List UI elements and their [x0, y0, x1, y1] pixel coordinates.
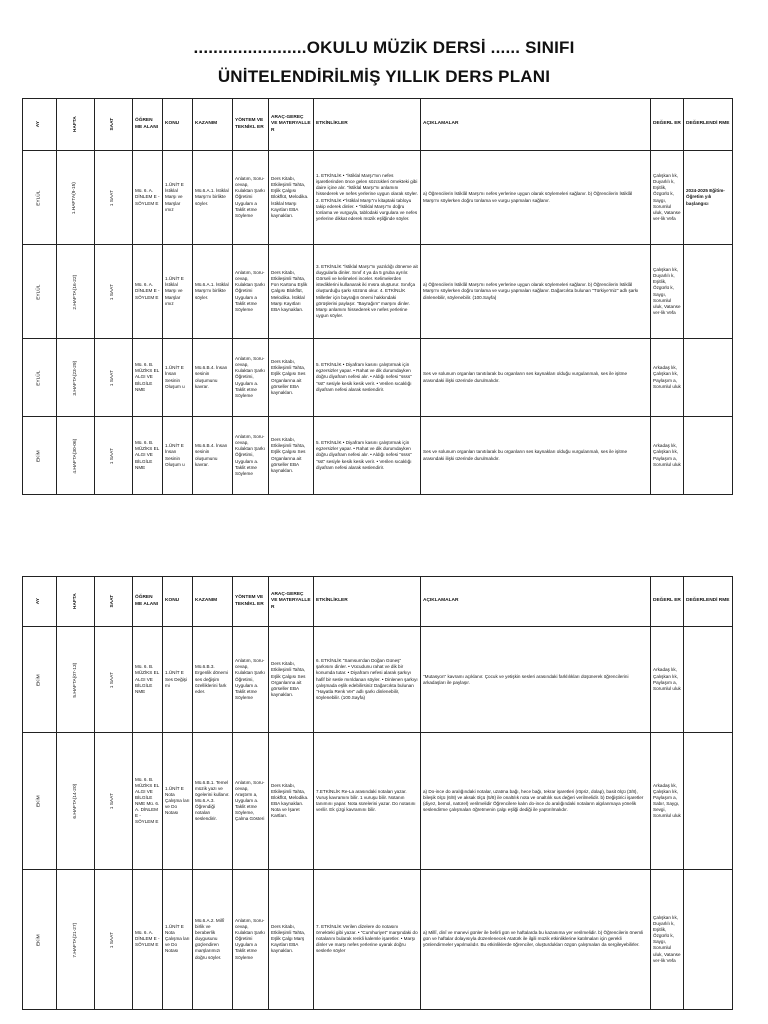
cell-yontem: Anlatım, Soru-cevap, Kulaktan Şarkı Öğretimi, Uygulam a. Taklit etme Söyleme [233, 417, 269, 495]
cell-saat: 1 SAAT [95, 869, 133, 1009]
cell-konu: 1.ÜNİT E Nota Çalışma ları ve Do Notası [163, 733, 193, 869]
table-row [23, 869, 733, 1009]
header-ogrenme-alani: ÖĞREN ME ALANI [133, 99, 163, 151]
header-hafta: HAFTA [57, 99, 95, 151]
cell-ogrenme-alani: Mü. 6. B. MÜZİKS EL ALGI VE BİLGİLE NME [133, 339, 163, 417]
cell-hafta: 6.HAFTA(14-20) [57, 733, 95, 869]
cell-ogrenme-alani: Mü. 6. A. DİNLEM E - SÖYLEM E [133, 869, 163, 1009]
cell-arac-gerec: Ders Kitabı, Etkileşimli Tahta, Eşlik Çalgısı Ses Organlarına ait görseller EBA kaynakları. [269, 627, 314, 733]
cell-arac-gerec: Ders Kitabı, Etkileşimli Tahta, Eşlik Çalgısı Ses Organlarına ait görseller EBA kaynakları. [269, 339, 314, 417]
cell-kazanim: Mü.6.B.1. Temel müzik yazı ve ögelerini kullanır. Mü.6.A.3. Öğrendiği notaları seslendirir. [193, 733, 233, 869]
document-subtitle: ÜNİTELENDİRİLMİŞ YILLIK DERS PLANI [217, 67, 551, 86]
table-row [23, 339, 733, 417]
cell-arac-gerec: Ders Kitabı, Etkileşimli Tahta, Eşlik Çalgısı Ses Organlarına ait görseller EBA kaynakları. [269, 417, 314, 495]
cell-konu: 1.ÜNİT E Nota Çalışma ları ve Do Notası [163, 869, 193, 1009]
cell-yontem: Anlatım, Soru-cevap, Kulaktan Şarkı Öğretimi Uygulam a Taklit etme Söyleme [233, 151, 269, 245]
table-row [23, 245, 733, 339]
cell-saat: 1 SAAT [95, 733, 133, 869]
cell-degerler: Arkadaş lık, Çalışkan lık, Paylaşım a, Sorumlul uluk [651, 339, 684, 417]
cell-ay: EYLÜL [23, 339, 57, 417]
header-degerlendirme: DEĞERLENDİ RME [684, 577, 733, 627]
cell-degerler: Arkadaş lık, Çalışkan lık, Paylaşım a, Sorumlul uluk [651, 417, 684, 495]
yearly-plan-table-2 [22, 576, 733, 1010]
cell-ogrenme-alani: Mü. 6. A. DİNLEM E - SÖYLEM E [133, 245, 163, 339]
cell-aciklamalar: a) Millî, dinî ve manevi günler ile belirli gün ve haftalarda bu kazanıma yer verilmelidir. b) Öğrencilerin önemli gün ve haftalar dolayısıyla düzenlenecek Atatürk ile ilgili müzik etkinliklerine katılmaları için gerekli yönlendirmeler yapılmalıdır. Bu etkinliklerde öğrenciler, oluşturdukları özgün çalışmaları da sergileyebilirler. [421, 869, 651, 1009]
cell-arac-gerec: Ders Kitabı, Etkileşimli Tahta, Eşlik Çalgı Marş Kayıtları EBA kaynakları. [269, 869, 314, 1009]
cell-hafta: 1.HAFTA(9-15) [57, 151, 95, 245]
header-konu: KONU [163, 577, 193, 627]
cell-kazanim: Mü.6.A.2. Millî birlik ve beraberlik duygusunu güçlendiren marşlarımızı doğru söyler. [193, 869, 233, 1009]
header-arac-gerec: ARAÇ-GEREÇ VE MATERYALLE R [269, 99, 314, 151]
cell-saat: 1 SAAT [95, 627, 133, 733]
header-degerlendirme: DEĞERLENDİ RME [684, 99, 733, 151]
header-yontem: YÖNTEM VE TEKNİKL ER [233, 99, 269, 151]
cell-ogrenme-alani: Mü. 6. B. MÜZİKS EL ALGI VE BİLGİLE NME [133, 417, 163, 495]
header-kazanim: KAZANIM [193, 99, 233, 151]
cell-etkinlikler: 5. ETKİNLİK • Diyafram kasını çalıştırmak için egzersizler yapar. • Rahat ve dik durumdayken doğru diyafram nefesi alır. • Aldığı nefesi "ssss" "sst" sesiyle kesik kesik verir. • Verilen sıcaklığı diyafram nefesi alarak seslendirir. [314, 339, 421, 417]
cell-hafta: 2.HAFTA(16-22) [57, 245, 95, 339]
cell-konu: 1.ÜNİT E İstiklal Marşı ve Marşlar ımız [163, 245, 193, 339]
header-degerler: DEĞERL ER [651, 577, 684, 627]
cell-hafta: 3.HAFTA(23-29) [57, 339, 95, 417]
cell-etkinlikler: 1. ETKİNLİK • "İstiklal Marşı"nın nefes işaretlerinden önce gelen sözcükleri örnekteki gibi daire içine alır. "İstiklal Marşı"nı anlamını hissederek ve nefes yerlerine uygun olarak söyler. 2. ETKİNLİK •"İstiklal Marşı"nı kitaptaki tabloyu takip ederek dinler. • "İstiklal Marşı"nı doğru tonlama ve vurguyla, tablodaki vurgulara ve nefes yerlerine dikkat ederek müzik eşliğinde söyler. [314, 151, 421, 245]
cell-konu: 1.ÜNİT E Ses Değişi mi [163, 627, 193, 733]
cell-etkinlikler: 3. ETKİNLİK "İstiklal Marşı"nı yazıldığı döneme ait duygularla dinler. Sınıf 4 ya da 5 gruba ayrılır. Görseli ve kelimeleri inceler. Kelimelerden istediklerini kullanarak iki mısra oluşturur. Sınıfça oluşturduğu şarkı sözünü okur. 4. ETKİNLİK Milletler için bayrağın önemi hakkındaki görüşlerini paylaşır. "Bayrağım" marşını dinler. Marşı anlamını hissederek ve nefes yerlerine uygun söyler. [314, 245, 421, 339]
cell-etkinlikler: 5. ETKİNLİK • Diyafram kasını çalıştırmak için egzersizler yapar. • Rahat ve dik durumdayken doğru diyafram nefesi alır. • Aldığı nefesi "ssss" "sst" sesiyle kesik kesik verir. • Verilen sıcaklığı diyafram nefesi alarak seslendirir. [314, 417, 421, 495]
cell-ay: EYLÜL [23, 245, 57, 339]
cell-ay: EKİM [23, 627, 57, 733]
header-etkinlikler: ETKİNLİKLER [314, 577, 421, 627]
cell-degerlendirme [684, 627, 733, 733]
cell-ay: EYLÜL [23, 151, 57, 245]
cell-yontem: Anlatım, Soru-cevap, Kulaktan Şarkı Öğretimi Uygulam a Taklit etme Söyleme [233, 245, 269, 339]
cell-aciklamalar: a) Do-ince do aralığındaki notalar, uzatma bağı, hece bağı, tekrar işaretleri (röpriz, dolap), basit ölçü (3/8), bileşik ölçü (6/8) ve aksak ölçü (5/8) ile onaltılık nota ve onaltılık sus değeri verilmelidir. b) Değiştirici işaretler (diyez, bemol, natürel) verilmelidir Öğrencilere kalın do-ince do aralığındaki notaların algılanmaya yönelik seslendirme çalışmaları öğretmenin çalgı eşliği dediği ile yaptırılmalıdır. [421, 733, 651, 869]
header-arac-gerec: ARAÇ-GEREÇ VE MATERYALLE R [269, 577, 314, 627]
table-row [23, 627, 733, 733]
cell-aciklamalar: "Mutasyon" kavramı açıklanır. Çocuk ve yetişkin sesleri arasındaki farklılıkları düşünerek öğrencilerini arkadaşları ile paylaşır. [421, 627, 651, 733]
cell-aciklamalar: Ses ve solunum organları tanıtılarak bu organların ses kaynakları olduğu vurgulanmalı, ses ile işitme arasındaki ilişki üzerinde durulmalıdır. [421, 339, 651, 417]
cell-etkinlikler: 6. ETKİNLİK "Samsun'dan Doğan Güneş" şarkısını dinler. • Vücudunu rahat ve dik bir konumda tutar. • Diyafram nefesi alarak şarkıyı hafif bir sesle mırıldanan söyler. • Dinlenen şarkıyı çalışmada eşlik edebilirsiniz Dağarcıkta bulunan "Hayatla Renk Ver" adlı şarkı dinlenebilir, söylenebilir. (100.Sayfa) [314, 627, 421, 733]
cell-arac-gerec: Ders Kitabı, Etkileşimli Tahta, Eşlik Çalgısı Blokflüt, Melodika. İstiklal Marşı Kayıtları EBA kaynakları. [269, 151, 314, 245]
header-hafta: HAFTA [57, 577, 95, 627]
table-header-row [23, 577, 733, 627]
cell-saat: 1 SAAT [95, 245, 133, 339]
cell-aciklamalar: a) Öğrencilerin İstiklâl Marşı'nı nefes yerlerine uygun olarak söylemeleri sağlanır. b) Öğrencilerin İstiklâl Marşı'nı söylerken doğru tonlama ve vurgu yapmaları sağlanır. Dağarcıkta bulunan "Türkiye'miz" adlı şarkı dinlenebilir, söylenebilir. (100.Sayfa) [421, 245, 651, 339]
cell-aciklamalar: a) Öğrencilerin İstiklâl Marşı'nı nefes yerlerine uygun olarak söylemeleri sağlanır. b) Öğrencilerin İstiklâl Marşı'nı söylerken doğru tonlama ve vurgu yapmaları sağlanır. [421, 151, 651, 245]
header-degerler: DEĞERL ER [651, 99, 684, 151]
cell-yontem: Anlatım, Soru-cevap, Kulaktan Şarkı Öğretimi, Uygulam a. Taklit etme Söyleme [233, 627, 269, 733]
cell-degerler: Arkadaş lık, Çalışkan lık, Paylaşım a, Sabır, Saygı, Sevgi, Sorumlul uluk [651, 733, 684, 869]
header-ay: AY [23, 577, 57, 627]
cell-kazanim: Mü.6.A.1. İstiklal Marşı'nı birlikte söyler. [193, 151, 233, 245]
header-aciklamalar: AÇIKLAMALAR [421, 99, 651, 151]
cell-yontem: Anlatım, Soru-cevap, Araştırm a, Uygulam a. Taklit etme Söyleme, Çalma Gösteri [233, 733, 269, 869]
cell-degerlendirme [684, 733, 733, 869]
cell-degerler: Çalışkan lık, Duyarlılı k, Eşitlik, Özgürlü k, Saygı, Sorumlul uluk, Vatanse ver-lik Vefa [651, 869, 684, 1009]
cell-kazanim: Mü.6.B.3. Ergenlik dönemi ses değişim özelliklerini fark eder. [193, 627, 233, 733]
cell-degerlendirme [684, 417, 733, 495]
cell-arac-gerec: Ders Kitabı, Etkileşimli Tahta, Fon Kartonu Eşlik Çalgısı Blokflüt, Melodika. İstiklal Marşı Kayıtları EBA kaynakları. [269, 245, 314, 339]
cell-konu: 1.ÜNİT E İnsan Sesinin Oluşum u [163, 417, 193, 495]
cell-ay: EKİM [23, 733, 57, 869]
header-konu: KONU [163, 99, 193, 151]
cell-yontem: Anlatım, Soru-cevap, Kulaktan Şarkı Öğretimi Uygulam a Taklit etme Söyleme [233, 869, 269, 1009]
cell-degerlendirme: 2024-2025 Eğitim-Öğretim yılı başlangıcı [684, 151, 733, 245]
yearly-plan-table-1 [22, 98, 733, 495]
cell-hafta: 5.HAFTA(07-13) [57, 627, 95, 733]
header-etkinlikler: ETKİNLİKLER [314, 99, 421, 151]
cell-ogrenme-alani: Mü. 6. B. MÜZİKS EL ALGI VE BİLGİLE NME Mü. 6. A. DİNLEM E - SÖYLEM E [133, 733, 163, 869]
cell-ay: EKİM [23, 869, 57, 1009]
table-row [23, 733, 733, 869]
header-aciklamalar: AÇIKLAMALAR [421, 577, 651, 627]
cell-ogrenme-alani: Mü. 6. B. MÜZİKS EL ALGI VE BİLGİLE NME [133, 627, 163, 733]
header-saat: SAAT [95, 99, 133, 151]
cell-degerlendirme [684, 245, 733, 339]
cell-yontem: Anlatım, Soru-cevap, Kulaktan Şarkı Öğretimi, Uygulam a. Taklit etme Söyleme [233, 339, 269, 417]
cell-degerler: Arkadaş lık, Çalışkan lık, Paylaşım a, Sorumlul uluk [651, 627, 684, 733]
cell-hafta: 4.HAFTA(30-06) [57, 417, 95, 495]
cell-hafta: 7.HAFTA(21-27) [57, 869, 95, 1009]
cell-degerler: Çalışkan lık, Duyarlılı k, Eşitlik, Özgürlü k, Saygı, Sorumlul uluk, Vatanse ver-lik Vefa [651, 151, 684, 245]
cell-degerler: Çalışkan lık, Duyarlılı k, Eşitlik, Özgürlü k, Saygı, Sorumlul uluk, Vatanse ver-lik Vefa [651, 245, 684, 339]
header-ay: AY [23, 99, 57, 151]
cell-ay: EKİM [23, 417, 57, 495]
header-kazanim: KAZANIM [193, 577, 233, 627]
header-saat: SAAT [95, 577, 133, 627]
cell-degerlendirme [684, 339, 733, 417]
cell-etkinlikler: 7. ETKİNLİK Verilen dizelere do notasını örnekteki gibi yazar. • "Cumhuriyet" marşındaki do notalarını bularak renkli kalemle işaretler. • Marşı dinler ve marşı nefes yerlerine uyarak doğru seslerle söyler [314, 869, 421, 1009]
header-yontem: YÖNTEM VE TEKNİKL ER [233, 577, 269, 627]
cell-kazanim: Mü.6.B.4. İnsan sesinin oluşumunu kavrar. [193, 417, 233, 495]
cell-kazanim: Mü.6.B.4. İnsan sesinin oluşumunu kavrar. [193, 339, 233, 417]
cell-konu: 1.ÜNİT E İstiklal Marşı ve Marşlar ımız [163, 151, 193, 245]
cell-arac-gerec: Ders Kitabı, Etkileşimli Tahta, Blokflüt, Melodika. EBA kaynakları. Nota ve İşaret Kartları. [269, 733, 314, 869]
cell-ogrenme-alani: Mü. 6. A. DİNLEM E - SÖYLEM E [133, 151, 163, 245]
cell-kazanim: Mü.6.A.1. İstiklal Marşı'nı birlikte söyler. [193, 245, 233, 339]
table-row [23, 151, 733, 245]
cell-degerlendirme [684, 869, 733, 1009]
cell-saat: 1 SAAT [95, 339, 133, 417]
cell-saat: 1 SAAT [95, 151, 133, 245]
cell-konu: 1.ÜNİT E İnsan Sesinin Oluşum u [163, 339, 193, 417]
cell-aciklamalar: Ses ve solunum organları tanıtılarak bu organların ses kaynakları olduğu vurgulanmalı, ses ile işitme arasındaki ilişki üzerinde durulmalıdır. [421, 417, 651, 495]
header-ogrenme-alani: ÖĞREN ME ALANI [133, 577, 163, 627]
cell-saat: 1 SAAT [95, 417, 133, 495]
table-header-row [23, 99, 733, 151]
cell-etkinlikler: 7.ETKİNLİK Re-La arasındaki notaları yazar. Vuruş kavramını bilir. 1 vuruşu bilir. Notanın tanımını yapar. Nota sürelerini yazar. Do notasını verilir. Ek çizgi kavramını bilir. [314, 733, 421, 869]
table-row [23, 417, 733, 495]
document-title: .......................OKULU MÜZİK DERSİ ...... SINIFI [193, 38, 575, 57]
